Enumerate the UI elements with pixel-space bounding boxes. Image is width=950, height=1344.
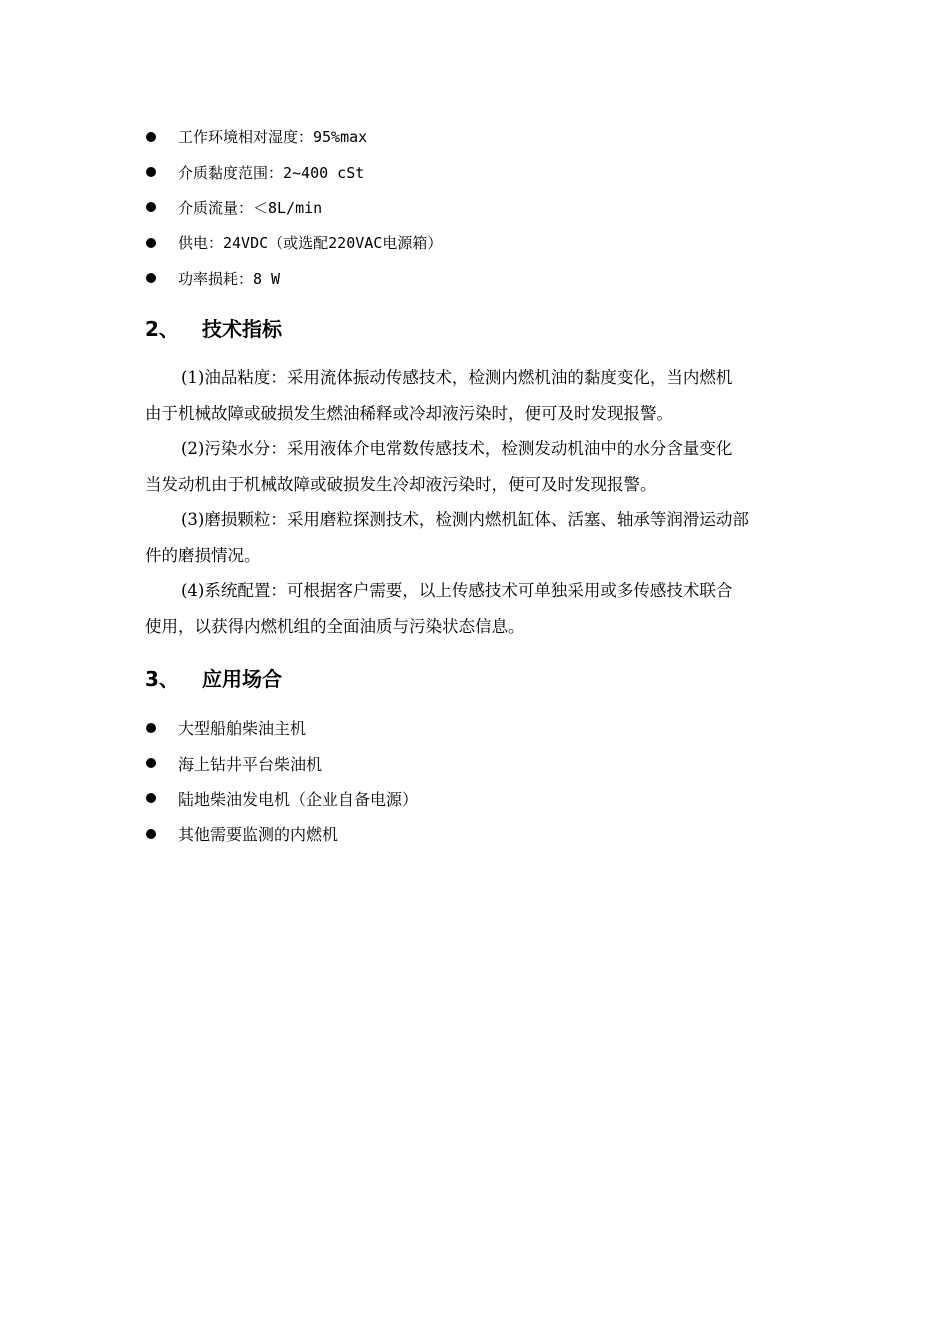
paragraph: [145, 431, 810, 502]
list-item: [145, 154, 825, 189]
list-item: [145, 816, 825, 851]
list-item-text: 工作环境相对湿度：95%max: [178, 128, 368, 147]
section-heading-tech-specs: [145, 313, 282, 342]
bullet-icon: [146, 238, 156, 248]
section-title: 应用场合: [202, 667, 282, 691]
tech-specs-body: [145, 360, 810, 644]
paragraph-line: 由于机械故障或破损发生燃油稀释或冷却液污染时，便可及时发现报警。: [145, 403, 673, 423]
list-item: [145, 119, 825, 154]
paragraph-line: (4)系统配置：可根据客户需要，以上传感技术可单独采用或多传感技术联合: [181, 581, 733, 600]
list-item-text: 功率损耗：8 W: [178, 269, 281, 288]
paragraph-line: (3)磨损颗粒：采用磨粒探测技术，检测内燃机缸体、活塞、轴承等润滑运动部: [181, 510, 749, 529]
bullet-icon: [146, 167, 156, 177]
section-title: 技术指标: [202, 317, 282, 341]
bullet-icon: [146, 202, 156, 212]
list-item-text: 大型船舶柴油主机: [178, 719, 307, 739]
list-item: [145, 225, 825, 260]
section-number: 2、: [145, 317, 179, 341]
list-item-text: 供电：24VDC（或选配220VAC电源箱）: [178, 234, 443, 253]
list-item: [145, 710, 825, 745]
list-item-text: 陆地柴油发电机（企业自备电源）: [178, 789, 419, 809]
list-item-text: 海上钻井平台柴油机: [178, 754, 323, 774]
list-item: [145, 781, 825, 816]
section-heading-applications: [145, 663, 282, 692]
paragraph: [145, 360, 810, 431]
paragraph-line: 使用，以获得内燃机组的全面油质与污染状态信息。: [145, 616, 525, 636]
paragraph: [145, 573, 810, 644]
list-item-text: 介质流量：＜8L/min: [178, 198, 323, 217]
spec-list: [145, 119, 825, 296]
list-item: [145, 190, 825, 225]
bullet-icon: [146, 273, 156, 283]
bullet-icon: [146, 132, 156, 142]
paragraph-line: 当发动机由于机械故障或破损发生冷却液污染时，便可及时发现报警。: [145, 474, 657, 494]
paragraph-line: 件的磨损情况。: [145, 545, 261, 565]
section-number: 3、: [145, 667, 179, 691]
bullet-icon: [146, 793, 156, 803]
bullet-icon: [146, 829, 156, 839]
paragraph-line: (1)油品粘度：采用流体振动传感技术，检测内燃机油的黏度变化，当内燃机: [181, 368, 733, 387]
list-item: [145, 261, 825, 296]
bullet-icon: [146, 758, 156, 768]
bullet-icon: [146, 723, 156, 733]
list-item-text: 介质黏度范围：2~400 cSt: [178, 163, 365, 182]
list-item: [145, 745, 825, 780]
list-item-text: 其他需要监测的内燃机: [178, 825, 339, 845]
applications-list: [145, 710, 825, 852]
paragraph-line: (2)污染水分：采用液体介电常数传感技术，检测发动机油中的水分含量变化: [181, 439, 733, 458]
paragraph: [145, 502, 810, 573]
